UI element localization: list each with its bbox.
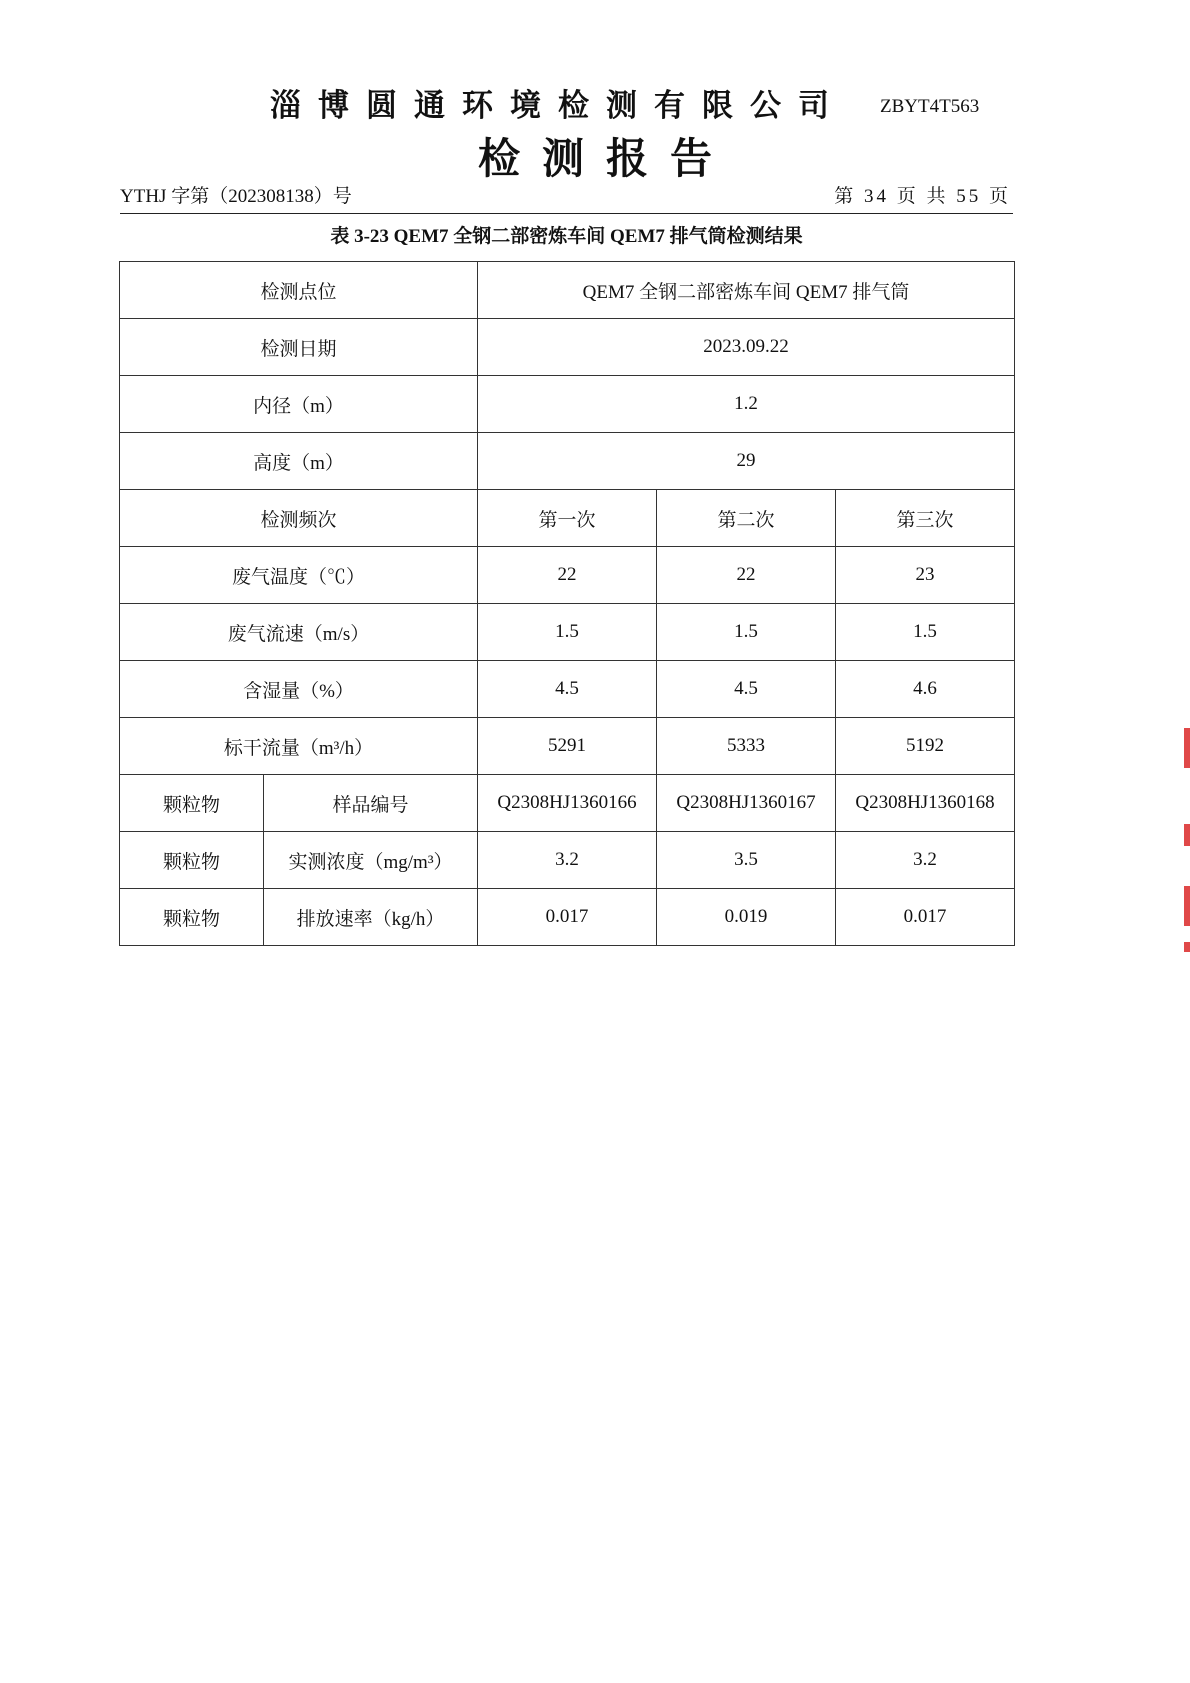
cell: 4.5 — [478, 661, 657, 718]
cell: Q2308HJ1360166 — [478, 775, 657, 832]
cell: 4.6 — [836, 661, 1015, 718]
cell: 1.5 — [657, 604, 836, 661]
cell: 第二次 — [657, 490, 836, 547]
cell: Q2308HJ1360167 — [657, 775, 836, 832]
cell: 5192 — [836, 718, 1015, 775]
cell: 5291 — [478, 718, 657, 775]
row-label: 检测点位 — [120, 262, 478, 319]
row-value: 1.2 — [478, 376, 1015, 433]
cell: 第一次 — [478, 490, 657, 547]
row-label: 检测频次 — [120, 490, 478, 547]
row-label: 废气温度（℃） — [120, 547, 478, 604]
report-number: YTHJ 字第（202308138）号 — [120, 186, 352, 207]
table-row — [120, 718, 1015, 775]
company-header — [0, 84, 1190, 128]
row-label: 高度（m） — [120, 433, 478, 490]
cell: Q2308HJ1360168 — [836, 775, 1015, 832]
seal-mark — [1184, 942, 1190, 952]
table-row — [120, 319, 1015, 376]
item-label: 实测浓度（mg/m³） — [264, 832, 478, 889]
table-row — [120, 661, 1015, 718]
table-row — [120, 262, 1015, 319]
table-row — [120, 889, 1015, 946]
pollutant-label: 颗粒物 — [120, 775, 264, 832]
cell: 22 — [478, 547, 657, 604]
table-row — [120, 433, 1015, 490]
page-info: 第 34 页 共 55 页 — [834, 186, 1011, 207]
report-meta-row — [120, 183, 1013, 214]
cell: 1.5 — [478, 604, 657, 661]
table-caption: 表 3-23 QEM7 全钢二部密炼车间 QEM7 排气筒检测结果 — [330, 226, 803, 247]
cell: 3.2 — [836, 832, 1015, 889]
cell: 3.5 — [657, 832, 836, 889]
pollutant-label: 颗粒物 — [120, 832, 264, 889]
cell: 0.017 — [836, 889, 1015, 946]
seal-mark — [1184, 728, 1190, 768]
cell: 4.5 — [657, 661, 836, 718]
row-value: 2023.09.22 — [478, 319, 1015, 376]
seal-mark — [1184, 824, 1190, 846]
table-row — [120, 376, 1015, 433]
row-label: 废气流速（m/s） — [120, 604, 478, 661]
cell: 22 — [657, 547, 836, 604]
item-label: 样品编号 — [264, 775, 478, 832]
cell: 3.2 — [478, 832, 657, 889]
item-label: 排放速率（kg/h） — [264, 889, 478, 946]
report-code: ZBYT4T563 — [880, 96, 980, 117]
row-value: 29 — [478, 433, 1015, 490]
cell: 0.019 — [657, 889, 836, 946]
company-name: 淄博圆通环境检测有限公司 — [270, 88, 846, 124]
report-title: 检测报告 — [477, 134, 734, 183]
table-row — [120, 490, 1015, 547]
results-table — [119, 261, 1015, 946]
seal-edge-marks — [1184, 720, 1190, 960]
cell: 23 — [836, 547, 1015, 604]
cell: 0.017 — [478, 889, 657, 946]
row-value: QEM7 全钢二部密炼车间 QEM7 排气筒 — [478, 262, 1015, 319]
cell: 1.5 — [836, 604, 1015, 661]
seal-mark — [1184, 886, 1190, 926]
table-row — [120, 604, 1015, 661]
cell: 第三次 — [836, 490, 1015, 547]
table-row — [120, 547, 1015, 604]
row-label: 内径（m） — [120, 376, 478, 433]
row-label: 含湿量（%） — [120, 661, 478, 718]
row-label: 检测日期 — [120, 319, 478, 376]
row-label: 标干流量（m³/h） — [120, 718, 478, 775]
cell: 5333 — [657, 718, 836, 775]
pollutant-label: 颗粒物 — [120, 889, 264, 946]
table-row — [120, 832, 1015, 889]
table-row — [120, 775, 1015, 832]
